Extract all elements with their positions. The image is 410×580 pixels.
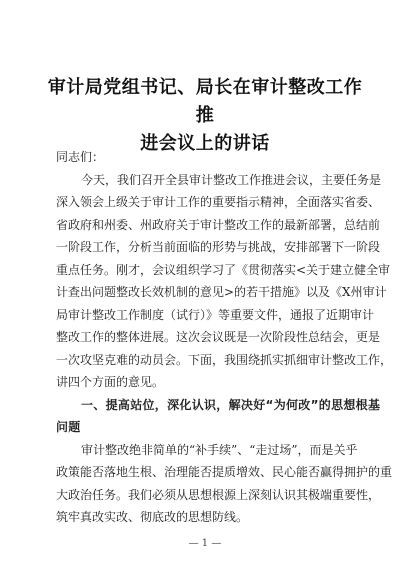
paragraph-line: 计查出问题整改长效机制的意见>的若干措施》以及《X州审计 xyxy=(56,285,387,299)
page-number: — 1 — xyxy=(188,538,222,549)
paragraph-line: 讲四个方面的意见。 xyxy=(56,375,165,389)
document-body xyxy=(56,146,393,529)
paragraph-line: 整改工作的整体进展。这次会议既是一次阶段性总结会，更是 xyxy=(56,330,381,344)
paragraph-1 xyxy=(56,169,393,394)
paragraph-line: 局审计整改工作制度（试行）》等重要文件，通报了近期审计 xyxy=(56,307,375,322)
salutation: 同志们： xyxy=(56,150,105,164)
paragraph-line: 政策能否落地生根、治理能否提质增效、民心能否赢得拥护的重 xyxy=(56,465,393,479)
paragraph-line: 大政治任务。我们必须从思想根源上深刻认识其极端重要性， xyxy=(56,487,381,502)
section-heading-1 xyxy=(56,394,381,439)
heading-line: 问题 xyxy=(56,420,81,434)
title-line: 进会议上的讲话 xyxy=(140,133,270,154)
title-line: 审计局党组书记、局长在审计整改工作推 xyxy=(47,77,363,126)
paragraph-line: 筑牢真改实改、彻底改的思想防线。 xyxy=(56,510,249,524)
paragraph-line: 审计整改绝非简单的“补手续”、“走过场”，而是关乎 xyxy=(81,442,358,457)
paragraph-line: 一次攻坚克难的动员会。下面，我围绕抓实抓细审计整改工作， xyxy=(56,352,393,367)
paragraph-line: 深入领会上级关于审计工作的重要指示精神，全面落实省委、 xyxy=(56,195,381,209)
paragraph-line: 重点任务。刚才，会议组织学习了《贯彻落实<关于建立健全审 xyxy=(56,262,391,277)
paragraph-2 xyxy=(56,439,393,529)
heading-line: 一、提高站位，深化认识，解决好“为何改”的思想根基 xyxy=(81,397,381,412)
paragraph-line: 今天，我们召开全县审计整改工作推进会议，主要任务是 xyxy=(81,172,382,187)
paragraph-line: 省政府和州委、州政府关于审计整改工作的最新部署，总结前 xyxy=(56,217,381,232)
paragraph-line: 一阶段工作，分析当前面临的形势与挑战，安排部署下一阶段 xyxy=(56,240,381,254)
